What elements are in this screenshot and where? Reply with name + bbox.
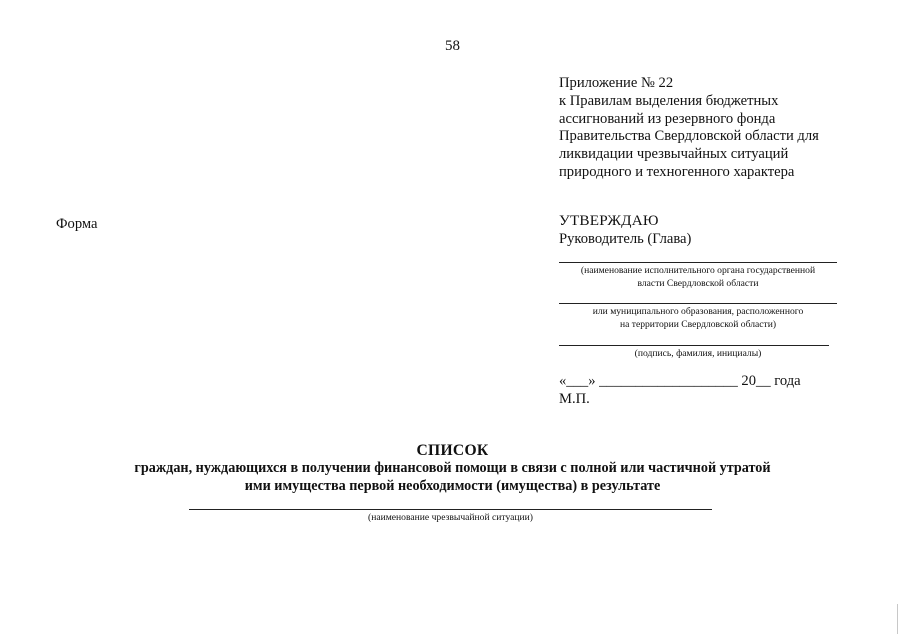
- approval-title: УТВЕРЖДАЮ: [559, 212, 659, 229]
- appendix-reference: [559, 75, 859, 182]
- list-subtitle-line-1: граждан, нуждающихся в получении финансовой помощи в связи с полной или частичной утратой: [134, 460, 771, 476]
- appendix-line: природного и техногенного характера: [559, 163, 795, 180]
- signature-caption: (подпись, фамилия, инициалы): [634, 348, 762, 359]
- municipality-caption: или муниципального образования, расположенного на территории Свердловской области): [592, 306, 804, 330]
- list-subtitle-line-2: ими имущества первой необходимости (имущества) в результате: [244, 478, 661, 494]
- approval-date-line: «___» ___________________ 20__ года: [559, 373, 801, 389]
- form-label: Форма: [56, 216, 98, 232]
- emergency-name-caption: (наименование чрезвычайной ситуации): [368, 512, 533, 523]
- municipality-line: [559, 303, 837, 304]
- appendix-line: Правительства Свердловской области для: [559, 128, 819, 145]
- body-name-line: [559, 262, 837, 263]
- appendix-line: ликвидации чрезвычайных ситуаций: [559, 146, 789, 163]
- scan-margin-mark: [897, 604, 898, 634]
- emergency-name-line: [189, 509, 712, 510]
- appendix-line: Приложение № 22: [559, 75, 674, 91]
- list-title: СПИСОК: [416, 442, 489, 459]
- seal-mark: М.П.: [559, 391, 590, 407]
- page-number: 58: [445, 38, 460, 54]
- body-name-caption: (наименование исполнительного органа государственной власти Свердловской области: [580, 265, 816, 289]
- appendix-line: к Правилам выделения бюджетных: [559, 92, 779, 109]
- approval-role: Руководитель (Глава): [559, 231, 692, 247]
- appendix-line: ассигнований из резервного фонда: [559, 110, 776, 127]
- signature-line: [559, 345, 829, 346]
